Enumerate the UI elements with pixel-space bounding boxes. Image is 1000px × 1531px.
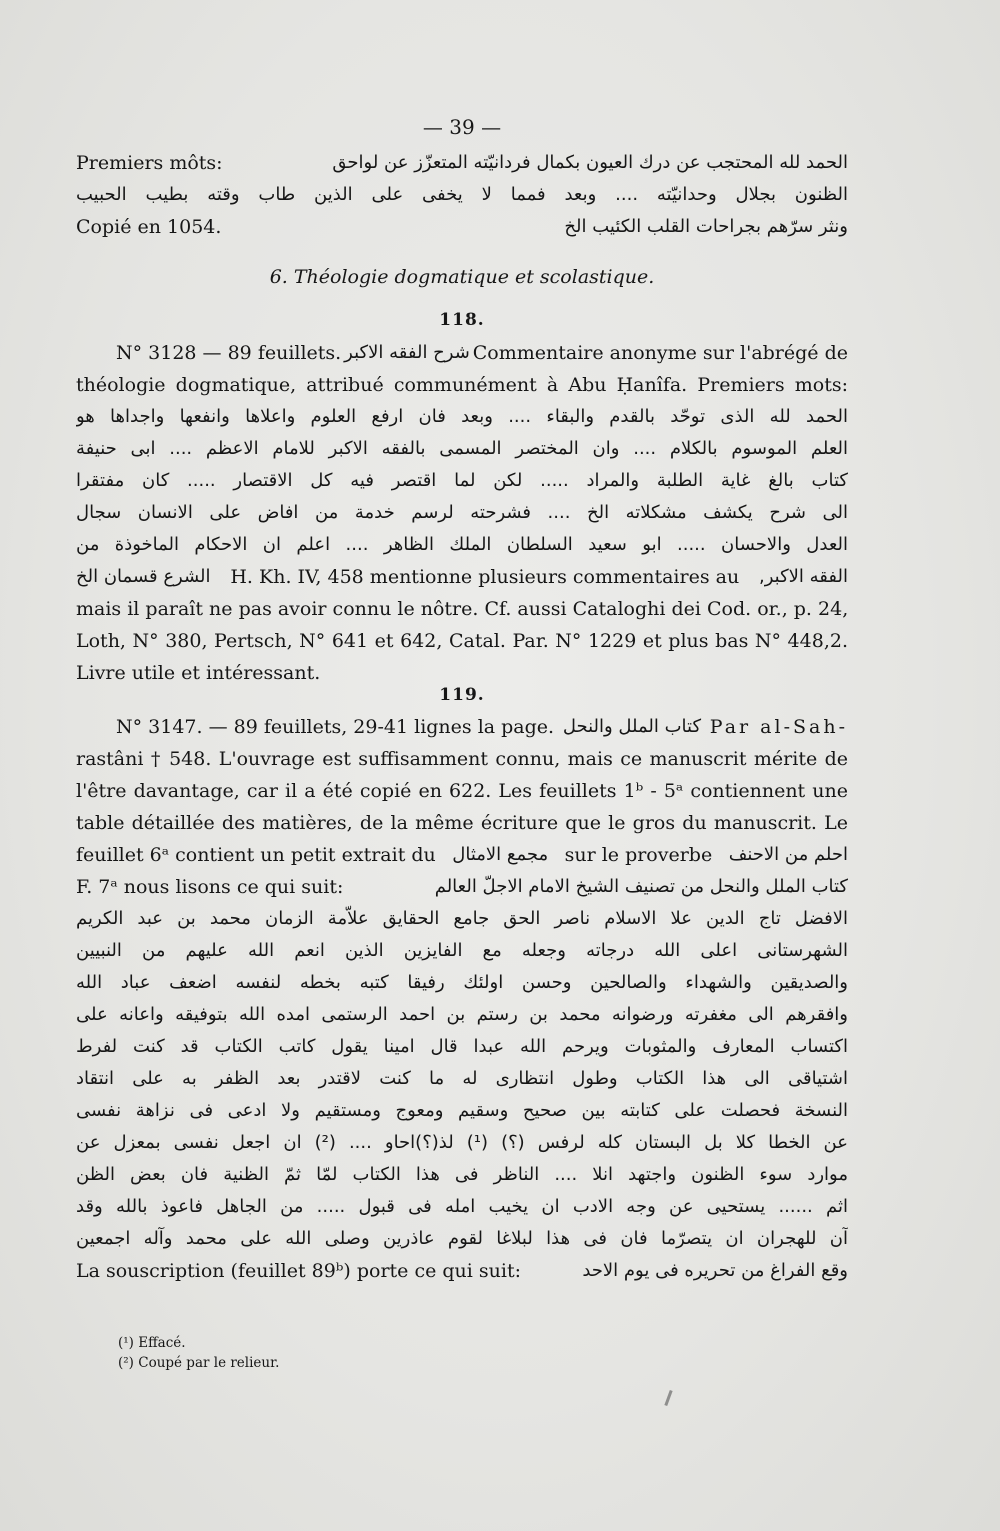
french-text: La souscription (feuillet 89ᵇ) porte ce qui suit: bbox=[76, 1260, 521, 1282]
french-line: Livre utile et intéressant. bbox=[76, 662, 321, 684]
arabic-text: الشرع قسمان الخ bbox=[76, 566, 211, 587]
footnote: (²) Coupé par le relieur. bbox=[118, 1355, 280, 1371]
text-line bbox=[76, 562, 848, 592]
arabic-line: العلم الموسوم بالكلام .... وان المختصر المسمى بالفقه الاكبر للامام الاعظم .... ابى حنيفة bbox=[76, 438, 848, 459]
text-line bbox=[76, 872, 848, 902]
french-line: rastâni † 548. L'ouvrage est suffisamment connu, mais ce manuscrit mérite de bbox=[76, 748, 848, 770]
text-line bbox=[76, 212, 848, 242]
arabic-line: اكتساب المعارف والمثوبات ويرحم الله عبدا قال امينا يقول كاتب الكتاب قد كنت لفرط bbox=[76, 1036, 848, 1057]
arabic-text: كتاب الملل والنحل bbox=[562, 716, 702, 737]
arabic-line: عن الخطا كلا بل البستان كله لرفس (؟) (¹) لذ(؟)احاو .... (²) ان اجعل نفسى بمعزل عن bbox=[76, 1132, 848, 1153]
text-line bbox=[76, 840, 848, 870]
arabic-text: كتاب الملل والنحل من تصنيف الشيخ الامام الاجلّ العالم bbox=[434, 876, 848, 897]
arabic-text: احلم من الاحنف bbox=[728, 844, 848, 865]
arabic-line: موارد سوء الظنون واجتهد انلا .... الناظر فى هذا الكتاب لمّا ثمّ الظنية فان بعض الظن bbox=[76, 1164, 848, 1185]
arabic-line: والصديقين والشهداء والصالحين وحسن اولئك رفيقا كتبه بخطه لنفسه اضعف عباد الله bbox=[76, 972, 848, 993]
page-number: — 39 — bbox=[422, 115, 502, 139]
arabic-line: الشهرستانى اعلى الله درجاته وجعله مع الفايزين الذين انعم الله عليهم من النبيين bbox=[76, 940, 848, 961]
french-line: Loth, N° 380, Pertsch, N° 641 et 642, Catal. Par. N° 1229 et plus bas N° 448,2. bbox=[76, 630, 848, 652]
arabic-line: آن للهجران ان يتصرّما فان فى هذا لبلاغا لقوم عاذرين وصلى الله على محمد وآله اجمعين bbox=[76, 1228, 848, 1249]
arabic-text: مجمع الامثال bbox=[452, 844, 549, 865]
french-text: Commentaire anonyme sur l'abrégé de bbox=[472, 342, 848, 364]
french-text: sur le proverbe bbox=[564, 844, 713, 866]
arabic-text: وقع الفراغ من تحريره فى يوم الاحد bbox=[582, 1260, 848, 1281]
french-line: théologie dogmatique, attribué communément à Abu Ḥanîfa. Premiers mots: bbox=[76, 374, 848, 396]
french-text: Copié en 1054. bbox=[76, 216, 222, 238]
text-line bbox=[76, 1256, 848, 1286]
section-title: 6. Théologie dogmatique et scolastique. bbox=[269, 266, 655, 288]
arabic-line: وافقرهم الى مغفرته ورضوانه محمد بن رستم بن احمد الرستمى امده الله بتوفيقه واعانه على bbox=[76, 1004, 848, 1025]
arabic-line: النسخة فحصلت على كتابته بين صحيح وسقيم ومعوج ومستقيم ولا ادعى فى نزاهة نفسى bbox=[76, 1100, 848, 1121]
ink-mark bbox=[664, 1390, 672, 1406]
french-text: Premiers môts: bbox=[76, 152, 223, 174]
arabic-line: الافضل تاج الدين علا الاسلام ناصر الحق جامع الحقايق علاّمة الزمان محمد بن عبد الكريم bbox=[76, 908, 848, 929]
text-line bbox=[76, 338, 848, 368]
arabic-line: الظنون بجلال وحدانيّته .... وبعد فمما لا يخفى على الذين طاب وقته بطيب الحبيب bbox=[76, 184, 848, 205]
arabic-text: الحمد لله المحتجب عن درك العيون بكمال فردانيّته المتعزّز عن لواحق bbox=[332, 152, 848, 173]
text-line bbox=[76, 712, 848, 742]
french-text: N° 3147. — 89 feuillets, 29-41 lignes la page. bbox=[116, 716, 555, 738]
footnote: (¹) Effacé. bbox=[118, 1335, 186, 1351]
french-text: Par al-Sah- bbox=[709, 716, 848, 738]
french-text: N° 3128 — 89 feuillets. bbox=[116, 342, 342, 364]
entry-number: 118. bbox=[439, 310, 485, 330]
arabic-text: الفقه الاكبر, bbox=[759, 566, 848, 587]
arabic-text: شرح الفقه الاكبر bbox=[344, 342, 470, 363]
french-text: feuillet 6ᵃ contient un petit extrait du bbox=[76, 844, 436, 866]
arabic-line: العدل والاحسان ..... ابو سعيد السلطان الملك الظاهر .... اعلم ان الاحكام الماخوذة من bbox=[76, 534, 848, 555]
french-line: mais il paraît ne pas avoir connu le nôtre. Cf. aussi Cataloghi dei Cod. or., p. 24, bbox=[76, 598, 848, 620]
arabic-line: الحمد لله الذى توحّد بالقدم والبقاء .... وبعد فان ارفع العلوم واعلاها وانفعها واجداها هو bbox=[76, 406, 848, 427]
text-line bbox=[76, 148, 848, 178]
arabic-line: الى شرح يكشف مشكلاته الخ .... فشرحته لرسم خدمة من افاض على الانسان سجال bbox=[76, 502, 848, 523]
arabic-line: كتاب بالغ غاية الطلبة والمراد ..... لكن لما اقتصر فيه كل الاقتصار ..... كان مفتقرا bbox=[76, 470, 848, 491]
french-text: H. Kh. IV, 458 mentionne plusieurs commentaires au bbox=[230, 566, 740, 588]
arabic-line: اثم ...... يستحيى عن وجه الادب ان يخيب امله فى قبول ..... من الجاهل فاعوذ بالله وقد bbox=[76, 1196, 848, 1217]
entry-number: 119. bbox=[439, 685, 485, 705]
french-line: table détaillée des matières, de la même écriture que le gros du manuscrit. Le bbox=[76, 812, 848, 834]
arabic-line: اشتياقى الى هذا الكتاب وطول انتظارى له ما كنت لاقتدر بعد الظفر به على انتقاد bbox=[76, 1068, 848, 1089]
french-text: F. 7ᵃ nous lisons ce qui suit: bbox=[76, 876, 344, 898]
french-line: l'être davantage, car il a été copié en 622. Les feuillets 1ᵇ - 5ᵃ contiennent une bbox=[76, 780, 848, 802]
arabic-text: ونثر سرّهم بجراحات القلب الكئيب الخ bbox=[564, 216, 848, 237]
